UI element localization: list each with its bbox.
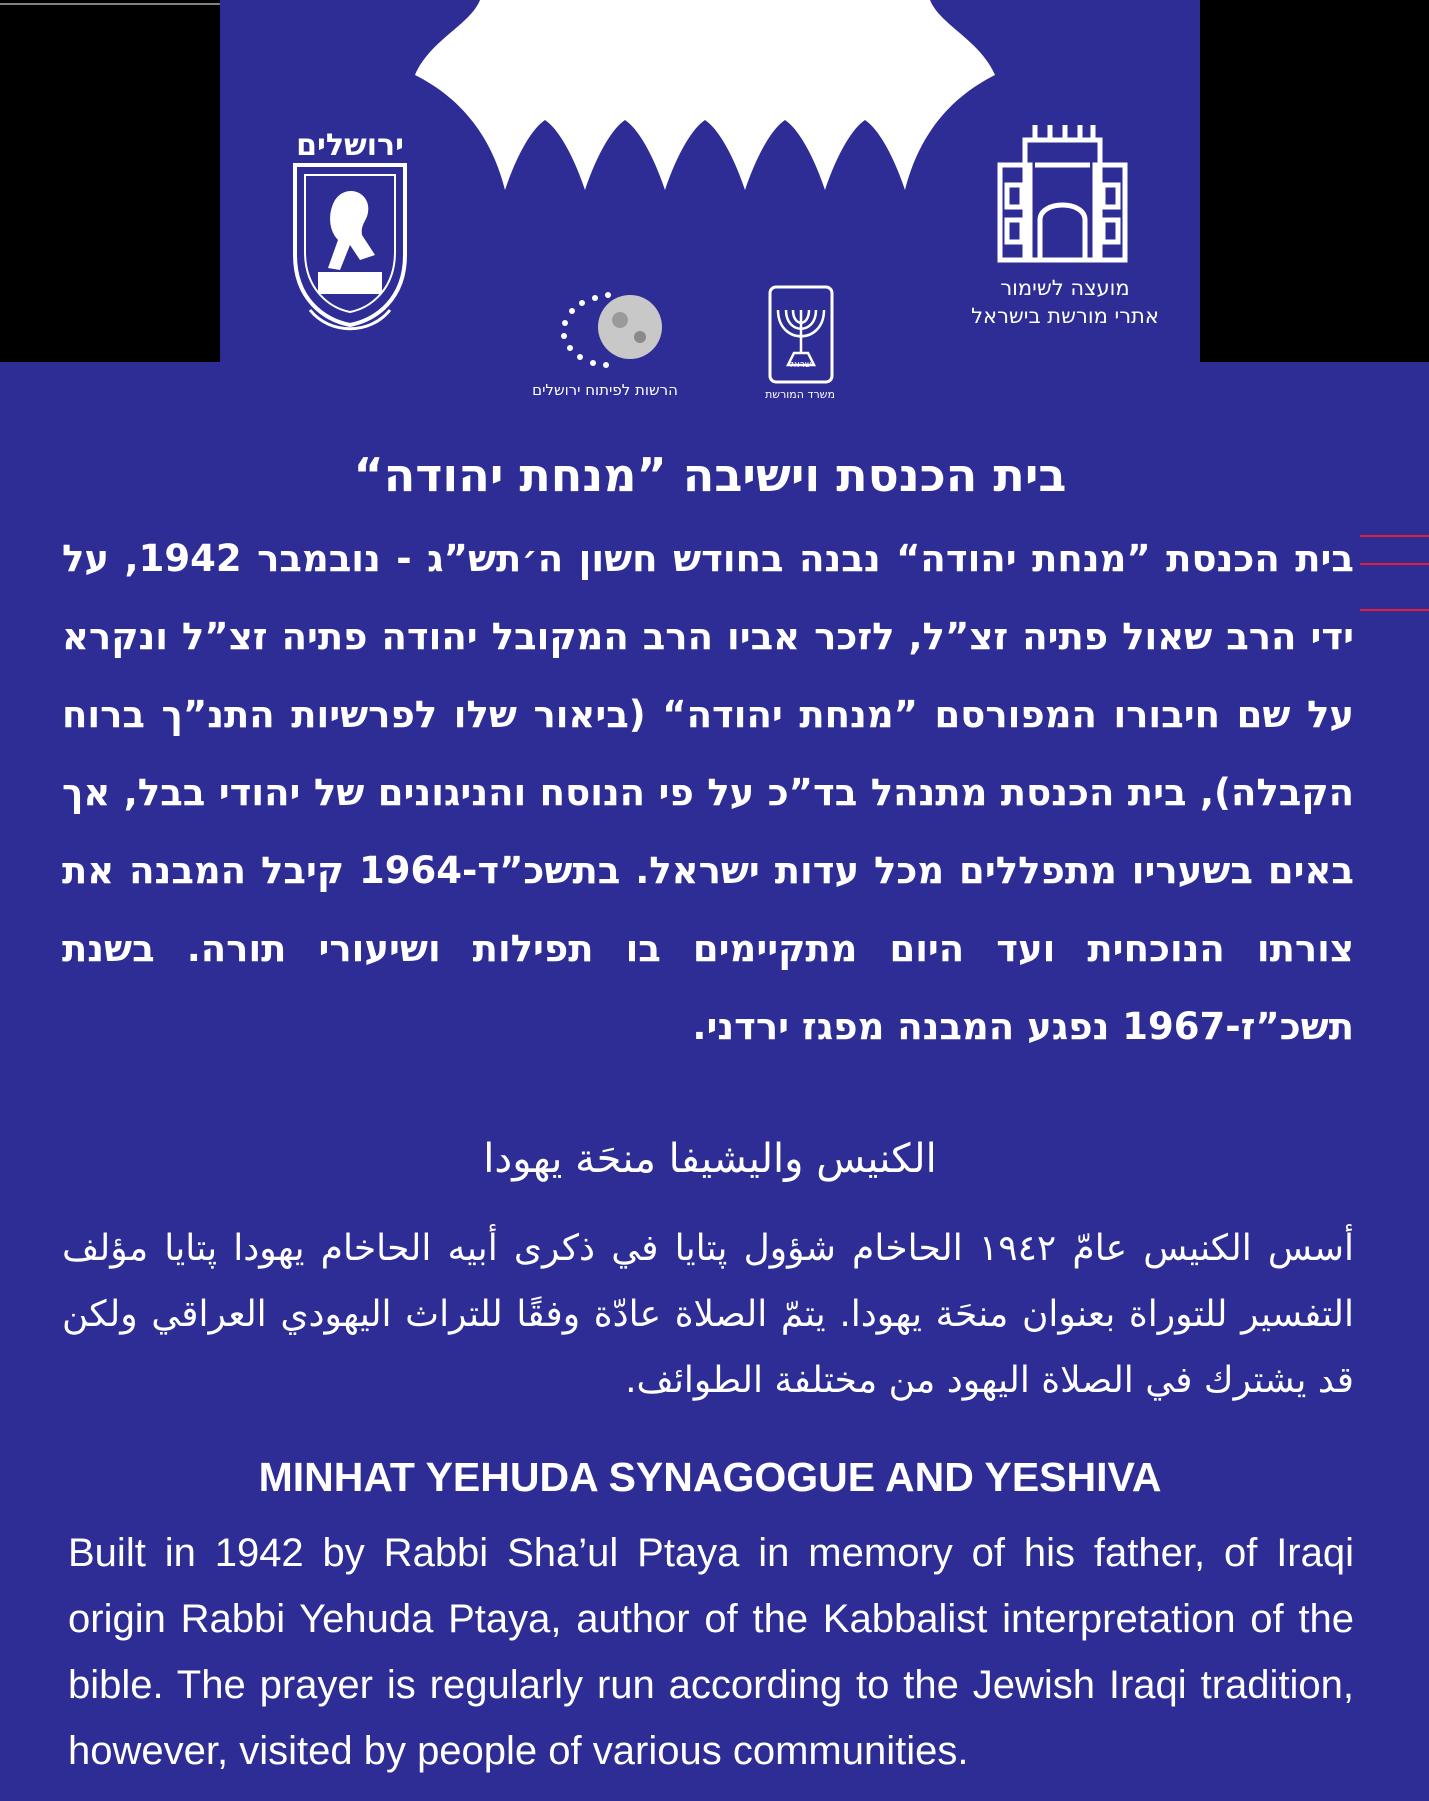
heritage-council-label-1: מועצה לשימור [1000, 276, 1130, 300]
hebrew-title: בית הכנסת וישיבה ”מנחת יהודה“ [353, 448, 1067, 502]
arabic-body: أسس الكنيس عامّ ١٩٤٢ الحاخام شؤول پتايا في ذكرى أبيه الحاخام يهودا پتايا مؤلف التفسير للتوراة بعنوان منحَة يهودا. يتمّ الصلاة عادّة وفقًا للتراث اليهودي العراقي ولكن قد يشترك في الصلاة اليهود من مختلفة الطوائف. [62, 1228, 1354, 1401]
jerusalem-development-label: הרשות לפיתוח ירושלים [532, 381, 678, 399]
hebrew-body: בית הכנסת ”מנחת יהודה“ נבנה בחודש חשון ה׳תש”ג - נובמבר 1942, על ידי הרב שאול פתיה זצ”ל, לזכר אביו הרב המקובל יהודה פתיה זצ”ל ונקרא על שם חיבורו המפורסם ”מנחת יהודה“ (ביאור שלו לפרשיות התנ”ך ברוח הקבלה), בית הכנסת מתנהל בד”כ על פי הנוסח והניגונים של יהודי בבל, אך באים בשעריו מתפללים מכל עדות ישראל. בתשכ”ד-1964 קיבל המבנה את צורתו הנוכחית ועד היום מתקיימים בו תפילות ושיעורי תורה. בשנת תשכ”ז-1967 נפגע המבנה מפגז ירדני. [62, 537, 1355, 1048]
heritage-ministry-label: משרד המורשת [765, 388, 835, 401]
arabic-title: الكنيس واليشيفا منحَة يهودا [483, 1136, 937, 1182]
corner-block-left [0, 0, 220, 362]
corner-block-right [1200, 0, 1429, 362]
heritage-council-label-2: אתרי מורשת בישראל [971, 304, 1159, 328]
english-body: Built in 1942 by Rabbi Sha’ul Ptaya in memory of his father, of Iraqi origin Rabbi Yehuda Ptaya, author of the Kabbalist interpretation of the bible. The prayer is regularly run according to the Jewish Iraqi tradition, however, visited by people of various communities. [68, 1531, 1354, 1773]
menorah-emblem-text: ישראל [788, 360, 814, 370]
jerusalem-logo-label: ירושלים [296, 128, 404, 163]
english-title: MINHAT YEHUDA SYNAGOGUE AND YESHIVA [258, 1454, 1162, 1500]
